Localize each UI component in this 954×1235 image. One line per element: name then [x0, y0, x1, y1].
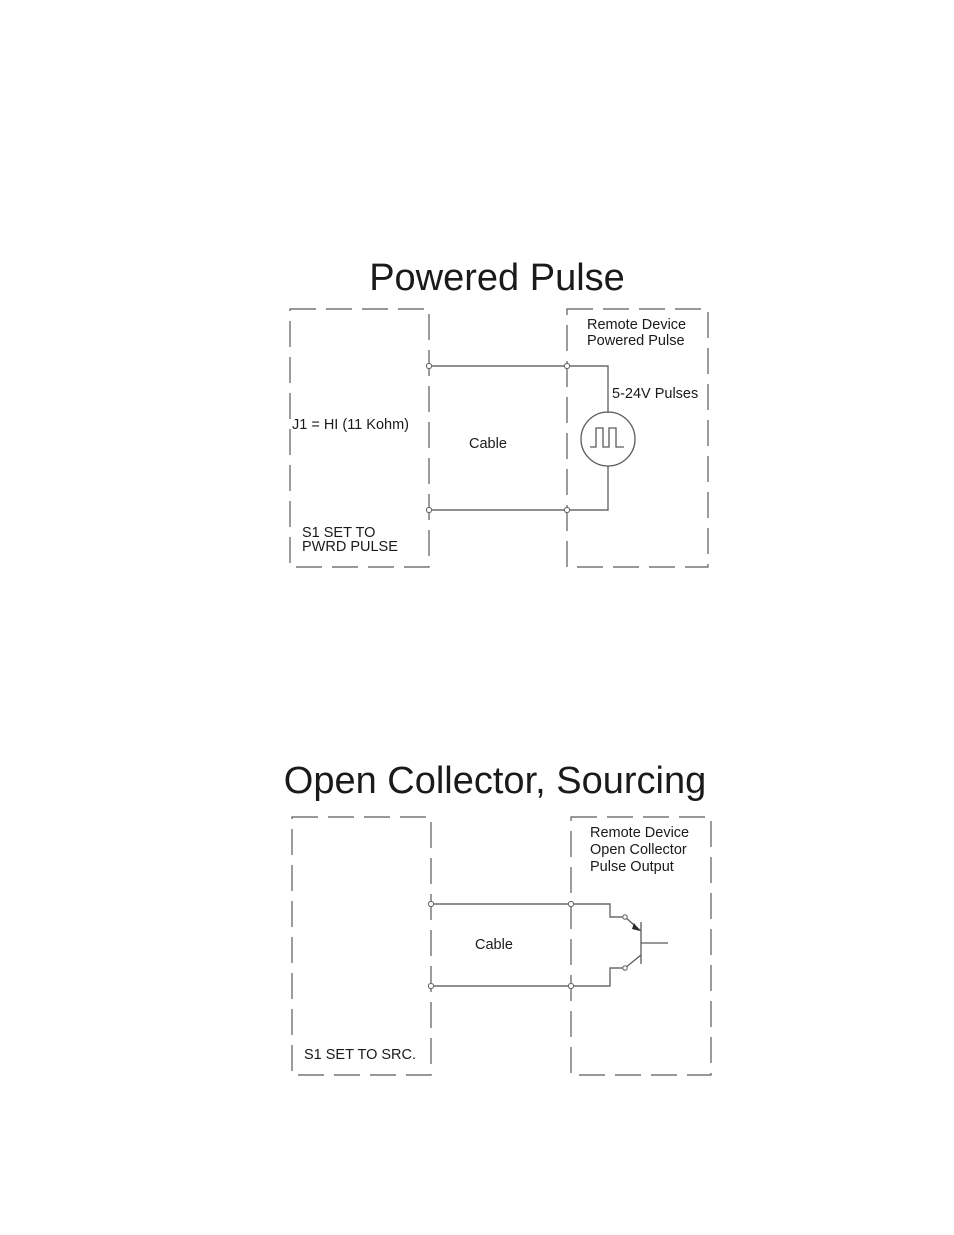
powered-pulse-title: Powered Pulse — [369, 257, 625, 299]
pulse-source-icon — [581, 412, 635, 466]
terminal-node — [428, 901, 433, 906]
remote-device-line3: Pulse Output — [590, 859, 674, 875]
terminal-node — [426, 507, 431, 512]
source-wire-top — [567, 366, 608, 413]
remote-device-line1: Remote Device — [587, 317, 687, 333]
switch-setting-line1: S1 SET TO — [302, 525, 376, 541]
open-collector-diagram — [284, 760, 711, 1075]
remote-device-line1: Remote Device — [590, 825, 690, 841]
source-voltage-label: 5-24V Pulses — [612, 386, 699, 402]
terminal-node — [426, 363, 431, 368]
cable-label: Cable — [469, 436, 507, 452]
switch-setting-label: S1 SET TO SRC. — [304, 1047, 417, 1063]
terminal-node — [564, 507, 569, 512]
terminal-node — [568, 901, 573, 906]
powered-pulse-diagram — [290, 257, 708, 567]
transistor-icon — [623, 915, 668, 970]
emitter-wire — [571, 968, 625, 986]
terminal-node — [564, 363, 569, 368]
terminal-node — [568, 983, 573, 988]
source-wire-bottom — [567, 466, 608, 510]
open-collector-title: Open Collector, Sourcing — [283, 760, 707, 802]
collector-wire — [571, 904, 625, 917]
jumper-setting-label: J1 = HI (11 Kohm) — [292, 417, 409, 433]
cable-label: Cable — [475, 937, 513, 953]
remote-device-line2: Open Collector — [590, 842, 687, 858]
switch-setting-line2: PWRD PULSE — [302, 539, 398, 555]
meter-terminal-box — [292, 817, 431, 1075]
remote-device-line2: Powered Pulse — [587, 333, 685, 349]
terminal-node — [428, 983, 433, 988]
